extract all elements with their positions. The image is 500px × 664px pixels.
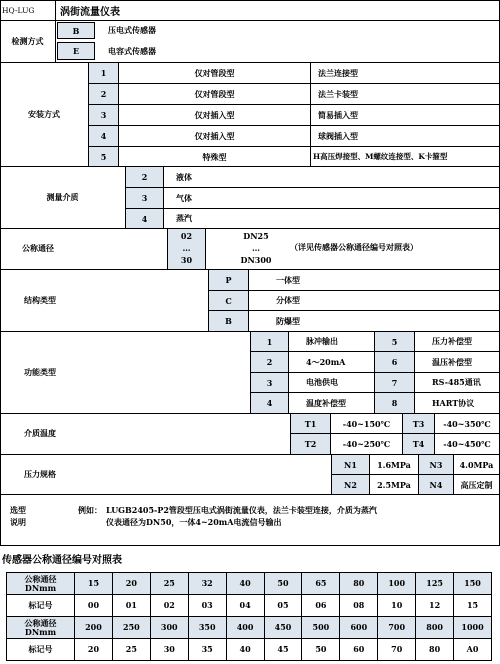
pressure-value-n4: 高压定制 — [460, 479, 493, 490]
medium-code-4: 4 — [126, 209, 163, 228]
function-text-battery: 电池供电 — [306, 377, 338, 387]
code-cell: A0 — [454, 639, 492, 661]
diameter-code-ellipsis: … — [182, 242, 191, 253]
dn-cell: 250 — [112, 617, 150, 639]
example-line-2: 仪表通径为DN50，一体4~20mA电流信号输出 — [106, 517, 282, 527]
dn-header-line-2: DNmm — [24, 582, 57, 593]
temperature-code-t2: T2 — [291, 434, 330, 454]
code-cell: 05 — [264, 595, 302, 617]
dn-cell: 50 — [264, 573, 302, 595]
dn-cell: 1000 — [454, 617, 492, 639]
diameter-dn-end: DN300 — [240, 255, 272, 265]
function-text-pressure-comp: 压力补偿型 — [432, 336, 472, 346]
install-conn-4: 球阀插入型 — [318, 130, 358, 141]
pressure-value-n3: 4.0MPa — [459, 459, 494, 470]
function-code-1: 1 — [251, 332, 288, 351]
structure-code-c: C — [209, 291, 248, 310]
pressure-label: 压力规格 — [24, 468, 56, 479]
function-code-2: 2 — [251, 352, 288, 372]
diameter-code-start: 02 — [180, 230, 193, 241]
dn-cell: 25 — [150, 573, 188, 595]
diameter-code-table — [6, 572, 492, 661]
detection-code-b: B — [57, 22, 95, 39]
detection-label: 检测方式 — [11, 36, 44, 46]
grid-line — [288, 331, 289, 413]
function-text-rs485: RS-485通讯 — [432, 377, 481, 387]
medium-text-gas: 气体 — [176, 192, 192, 203]
medium-code-2: 2 — [126, 167, 163, 187]
function-label: 功能类型 — [24, 366, 56, 377]
function-code-4: 4 — [251, 393, 288, 413]
temperature-code-t1: T1 — [291, 414, 330, 433]
install-code-5: 5 — [89, 147, 118, 166]
dn-header-cell — [7, 617, 75, 639]
code-cell: 06 — [302, 595, 340, 617]
dn-cell: 15 — [75, 573, 113, 595]
grid-line — [310, 62, 311, 166]
dn-cell: 350 — [188, 617, 226, 639]
install-code-2: 2 — [89, 84, 118, 104]
install-conn-5: H高压焊接型、M螺纹连接型、K卡箍型 — [313, 152, 448, 161]
function-code-5: 5 — [375, 332, 414, 351]
structure-text-split: 分体型 — [276, 295, 300, 305]
function-code-3: 3 — [251, 373, 288, 392]
code-label-cell: 标记号 — [7, 595, 75, 617]
structure-code-b: B — [209, 311, 248, 331]
table-row — [7, 639, 492, 661]
grid-line — [248, 269, 249, 331]
structure-text-explosion-proof: 防爆型 — [276, 315, 300, 326]
detection-code-e: E — [57, 42, 95, 60]
pressure-code-n4: N4 — [419, 475, 453, 494]
diameter-code-end: 30 — [180, 255, 193, 265]
temperature-range-t3: -40~350℃ — [443, 418, 491, 429]
dn-cell: 200 — [75, 617, 113, 639]
dn-cell: 65 — [302, 573, 340, 595]
grid-line — [163, 166, 164, 228]
install-label: 安装方式 — [28, 109, 60, 119]
code-cell: 40 — [226, 639, 264, 661]
code-cell: 60 — [340, 639, 378, 661]
temperature-code-t4: T4 — [403, 434, 434, 454]
dn-cell: 125 — [416, 573, 454, 595]
code-cell: 15 — [454, 595, 492, 617]
dn-header-line-1: 公称通径 — [24, 618, 57, 629]
install-conn-1: 法兰连接型 — [318, 67, 358, 78]
code-cell: 25 — [112, 639, 150, 661]
table-row — [7, 617, 492, 639]
example-label-line-2: 说明 — [10, 517, 26, 527]
grid-line — [205, 228, 206, 269]
code-cell: 70 — [378, 639, 416, 661]
code-cell: 08 — [340, 595, 378, 617]
dn-header-line-1: 公称通径 — [24, 574, 57, 585]
temperature-range-t4: -40~450℃ — [443, 439, 491, 449]
table-row — [7, 595, 492, 617]
install-type-4: 仅对插入型 — [194, 131, 235, 141]
temperature-range-t2: -40~250℃ — [342, 439, 391, 449]
code-cell: 10 — [378, 595, 416, 617]
pressure-value-n2: 2.5MPa — [377, 479, 411, 490]
install-code-1: 1 — [89, 63, 118, 83]
grid-line — [208, 310, 499, 311]
code-cell: 12 — [416, 595, 454, 617]
code-cell: 50 — [302, 639, 340, 661]
dn-header-cell — [7, 573, 75, 595]
code-cell: 01 — [112, 595, 150, 617]
function-text-4-20ma: 4～20mA — [306, 356, 346, 367]
example-prefix: 例如： — [78, 505, 102, 515]
dn-cell: 100 — [378, 573, 416, 595]
temperature-range-t1: -40~150℃ — [342, 418, 391, 429]
structure-label: 结构类型 — [24, 294, 56, 305]
grid-line — [0, 0, 500, 1]
code-cell: 00 — [75, 595, 113, 617]
dn-cell: 300 — [150, 617, 188, 639]
medium-text-liquid: 液体 — [176, 171, 192, 182]
detection-text-e: 电容式传感器 — [108, 45, 156, 56]
function-text-temp-pressure-comp: 温压补偿型 — [432, 356, 472, 367]
install-type-2: 仅对管段型 — [194, 89, 235, 99]
pressure-code-n2: N2 — [332, 475, 369, 494]
grid-line — [0, 545, 500, 546]
dn-cell: 400 — [226, 617, 264, 639]
code-cell: 02 — [150, 595, 188, 617]
dn-cell: 800 — [416, 617, 454, 639]
diameter-dn-start: DN25 — [243, 230, 269, 241]
code-label-cell: 标记号 — [7, 639, 75, 661]
function-code-8: 8 — [375, 393, 414, 413]
dn-cell: 700 — [378, 617, 416, 639]
example-line-1: LUGB2405-P2管段型压电式涡街流量仪表，法兰卡装型连接，介质为蒸汽 — [106, 505, 377, 515]
pressure-code-n3: N3 — [419, 455, 453, 474]
structure-text-integral: 一体型 — [276, 274, 300, 285]
function-code-6: 6 — [375, 352, 414, 372]
medium-code-3: 3 — [126, 188, 163, 208]
dn-cell: 500 — [302, 617, 340, 639]
pressure-value-n1: 1.6MPa — [377, 459, 411, 470]
install-type-3: 仅对插入型 — [194, 110, 235, 120]
code-cell: 45 — [264, 639, 302, 661]
grid-line — [208, 290, 499, 291]
grid-line — [414, 331, 415, 413]
grid-line — [0, 20, 500, 21]
dn-header-line-2: DNmm — [24, 626, 57, 637]
function-text-temp-comp: 温度补偿型 — [306, 397, 346, 408]
install-type-1: 仅对管段型 — [194, 68, 235, 78]
code-table-title: 传感器公称通径编号对照表 — [2, 555, 122, 566]
temperature-code-t3: T3 — [403, 414, 434, 433]
install-code-4: 4 — [89, 126, 118, 146]
page-title: 涡街流量仪表 — [60, 6, 120, 18]
medium-label: 测量介质 — [46, 192, 79, 202]
function-code-7: 7 — [375, 373, 414, 392]
install-code-3: 3 — [89, 105, 118, 125]
grid-line — [0, 494, 500, 495]
table-row — [7, 573, 492, 595]
code-cell: 04 — [226, 595, 264, 617]
model-code: HQ-LUG — [2, 5, 35, 15]
install-conn-2: 法兰卡装型 — [318, 88, 358, 99]
diameter-note: （详见传感器公称通径编号对照表） — [290, 241, 418, 252]
diameter-dn-ellipsis: … — [252, 242, 260, 253]
detection-text-b: 压电式传感器 — [108, 25, 156, 35]
code-cell: 30 — [150, 639, 188, 661]
dn-cell: 600 — [340, 617, 378, 639]
medium-text-steam: 蒸汽 — [176, 213, 192, 223]
install-type-5: 特殊型 — [202, 151, 227, 162]
grid-line — [55, 0, 56, 62]
dn-cell: 20 — [112, 573, 150, 595]
temperature-label: 介质温度 — [24, 428, 56, 438]
function-text-hart: HART协议 — [432, 397, 475, 408]
dn-cell: 150 — [454, 573, 492, 595]
structure-code-p: P — [209, 270, 248, 290]
code-cell: 80 — [416, 639, 454, 661]
dn-cell: 32 — [188, 573, 226, 595]
code-cell: 03 — [188, 595, 226, 617]
function-text-pulse: 脉冲输出 — [306, 336, 338, 346]
code-cell: 20 — [75, 639, 113, 661]
example-label-line-1: 选型 — [10, 505, 26, 515]
install-conn-3: 简易插入型 — [318, 109, 358, 120]
grid-line — [0, 269, 500, 270]
diameter-label: 公称通径 — [22, 243, 54, 253]
dn-cell: 80 — [340, 573, 378, 595]
code-cell: 35 — [188, 639, 226, 661]
dn-cell: 40 — [226, 573, 264, 595]
dn-cell: 450 — [264, 617, 302, 639]
pressure-code-n1: N1 — [332, 455, 369, 474]
